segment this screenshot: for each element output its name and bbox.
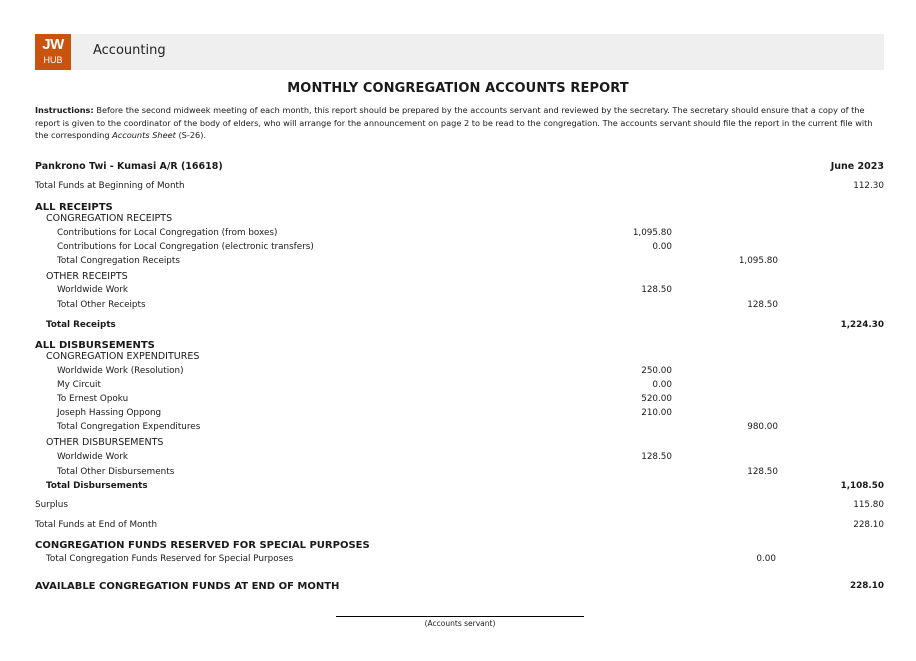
- surplus-label: Surplus: [35, 500, 68, 510]
- congregation-name: Pankrono Twi - Kumasi A/R (16618): [35, 161, 223, 172]
- total-congregation-receipts-value: 1,095.80: [738, 256, 778, 266]
- beginning-funds-label: Total Funds at Beginning of Month: [35, 181, 185, 191]
- end-funds-label: Total Funds at End of Month: [35, 520, 158, 530]
- total-disbursements-value: 1,108.50: [840, 481, 884, 491]
- total-other-receipts-label: Total Other Receipts: [57, 300, 146, 310]
- total-receipts-value: 1,224.30: [840, 320, 884, 330]
- logo-line-1: JW: [42, 36, 64, 53]
- total-receipts-label: Total Receipts: [46, 320, 116, 330]
- report-period: June 2023: [830, 161, 884, 172]
- instructions: [35, 104, 885, 142]
- expenditure-value: 210.00: [641, 408, 672, 418]
- reserved-funds-heading: CONGREGATION FUNDS RESERVED FOR SPECIAL PURPOSES: [35, 540, 370, 551]
- instructions-label: Instructions:: [35, 105, 94, 115]
- total-congregation-expenditures-label: Total Congregation Expenditures: [57, 422, 201, 432]
- total-disbursements-label: Total Disbursements: [46, 481, 148, 491]
- total-congregation-receipts-label: Total Congregation Receipts: [57, 256, 180, 266]
- expenditure-label: To Ernest Opoku: [57, 394, 129, 404]
- available-funds-value: 228.10: [850, 581, 884, 591]
- other-disbursements-heading: OTHER DISBURSEMENTS: [46, 437, 164, 448]
- expenditure-label: My Circuit: [57, 380, 101, 390]
- expenditure-label: Worldwide Work (Resolution): [57, 366, 184, 376]
- boxes-label: Contributions for Local Congregation (from boxes): [57, 228, 278, 238]
- reserved-funds-label: Total Congregation Funds Reserved for Special Purposes: [46, 554, 294, 564]
- reserved-funds-value: 0.00: [756, 554, 776, 564]
- app-title: Accounting: [93, 43, 166, 58]
- report-title: MONTHLY CONGREGATION ACCOUNTS REPORT: [287, 81, 629, 96]
- available-funds-label: AVAILABLE CONGREGATION FUNDS AT END OF MONTH: [35, 581, 340, 592]
- other-receipts-heading: OTHER RECEIPTS: [46, 271, 128, 282]
- instructions-form-name: Accounts Sheet: [112, 130, 176, 140]
- disbursements-heading: ALL DISBURSEMENTS: [35, 340, 155, 351]
- total-other-receipts-value: 128.50: [747, 300, 778, 310]
- receipts-worldwide-work-value: 128.50: [641, 285, 672, 295]
- disbursements-worldwide-work-value: 128.50: [641, 452, 672, 462]
- disbursements-worldwide-work-label: Worldwide Work: [57, 452, 128, 462]
- expenditure-label: Joseph Hassing Oppong: [57, 408, 162, 418]
- surplus-value: 115.80: [853, 500, 884, 510]
- expenditure-value: 250.00: [641, 366, 672, 376]
- expenditure-value: 0.00: [652, 380, 672, 390]
- receipts-worldwide-work-label: Worldwide Work: [57, 285, 128, 295]
- logo-line-2: HUB: [43, 55, 63, 65]
- electronic-label: Contributions for Local Congregation (electronic transfers): [57, 242, 314, 252]
- instructions-text-1: Before the second midweek meeting of each month, this report should be prepared by the accounts servant and reviewed by the secretary. The secretary should ensure that a copy of the report is given to the coordinator of the body of elders, who will arrange for the announcement on page 2 to be read to the congregation. The accounts servant should file the report in the current file with the corresponding: [35, 105, 873, 140]
- instructions-text-2: (S-26).: [178, 130, 207, 140]
- end-funds-value: 228.10: [853, 520, 884, 530]
- expenditure-value: 520.00: [641, 394, 672, 404]
- receipts-heading: ALL RECEIPTS: [35, 202, 113, 213]
- total-other-disbursements-value: 128.50: [747, 467, 778, 477]
- beginning-funds-value: 112.30: [853, 181, 884, 191]
- total-other-disbursements-label: Total Other Disbursements: [57, 467, 175, 477]
- electronic-value: 0.00: [652, 242, 672, 252]
- congregation-receipts-heading: CONGREGATION RECEIPTS: [46, 213, 173, 224]
- signature-line: [336, 616, 584, 617]
- app-header: [35, 34, 884, 70]
- total-congregation-expenditures-value: 980.00: [747, 422, 778, 432]
- jw-hub-logo[interactable]: [35, 34, 71, 70]
- signature-label: (Accounts servant): [424, 619, 496, 628]
- boxes-value: 1,095.80: [632, 228, 672, 238]
- congregation-expenditures-heading: CONGREGATION EXPENDITURES: [46, 351, 200, 362]
